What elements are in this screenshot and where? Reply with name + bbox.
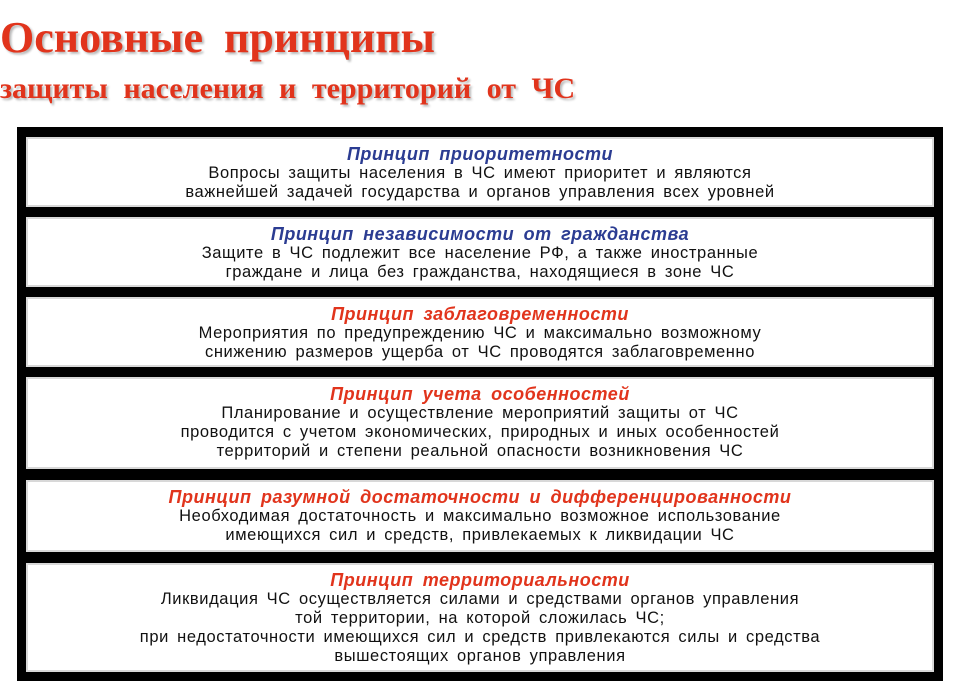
principle-card-territoriality: [24, 561, 936, 674]
page-title: Основные принципы: [0, 13, 435, 62]
principle-heading: Принцип независимости от гражданства: [270, 224, 690, 244]
principle-heading: Принцип приоритетности: [346, 144, 614, 164]
principle-text-line: имеющихся сил и средств, привлекаемых к ликвидации ЧС: [225, 526, 735, 544]
principle-heading: Принцип разумной достаточности и дифференцированности: [168, 487, 792, 507]
principle-text-line: той территории, на которой сложилась ЧС;: [295, 609, 665, 627]
principle-text-line: территорий и степени реальной опасности возникновения ЧС: [216, 442, 744, 460]
principle-text-line: при недостаточности имеющихся сил и средств привлекаются силы и средства: [139, 628, 821, 646]
principle-text-line: граждане и лица без гражданства, находящиеся в зоне ЧС: [225, 263, 735, 281]
principle-heading: Принцип территориальности: [330, 570, 630, 590]
principle-card-sufficiency: [24, 478, 936, 554]
principle-text-line: Планирование и осуществление мероприятий защиты от ЧС: [221, 404, 739, 422]
page-subtitle: защиты населения и территорий от ЧС: [0, 72, 576, 105]
principle-text-line: Мероприятия по предупреждению ЧС и максимально возможному: [198, 324, 762, 342]
principle-text-line: важнейшей задачей государства и органов управления всех уровней: [185, 183, 775, 201]
principle-text-line: проводится с учетом экономических, природных и иных особенностей: [180, 423, 780, 441]
principle-text-line: снижению размеров ущерба от ЧС проводятся заблаговременно: [204, 343, 756, 361]
principle-card-features: [24, 375, 936, 471]
principle-card-priority: [24, 135, 936, 209]
principle-text-line: Вопросы защиты населения в ЧС имеют приоритет и являются: [208, 164, 752, 182]
principle-text-line: Необходимая достаточность и максимально возможное использование: [179, 507, 781, 525]
principle-text-line: Ликвидация ЧС осуществляется силами и средствами органов управления: [160, 590, 800, 608]
principle-heading: Принцип заблаговременности: [331, 304, 629, 324]
principle-card-advance: [24, 295, 936, 369]
principle-text-line: Защите в ЧС подлежит все население РФ, а также иностранные: [201, 244, 759, 262]
principle-card-citizenship: [24, 215, 936, 289]
principle-heading: Принцип учета особенностей: [330, 384, 630, 404]
principle-text-line: вышестоящих органов управления: [334, 647, 626, 665]
